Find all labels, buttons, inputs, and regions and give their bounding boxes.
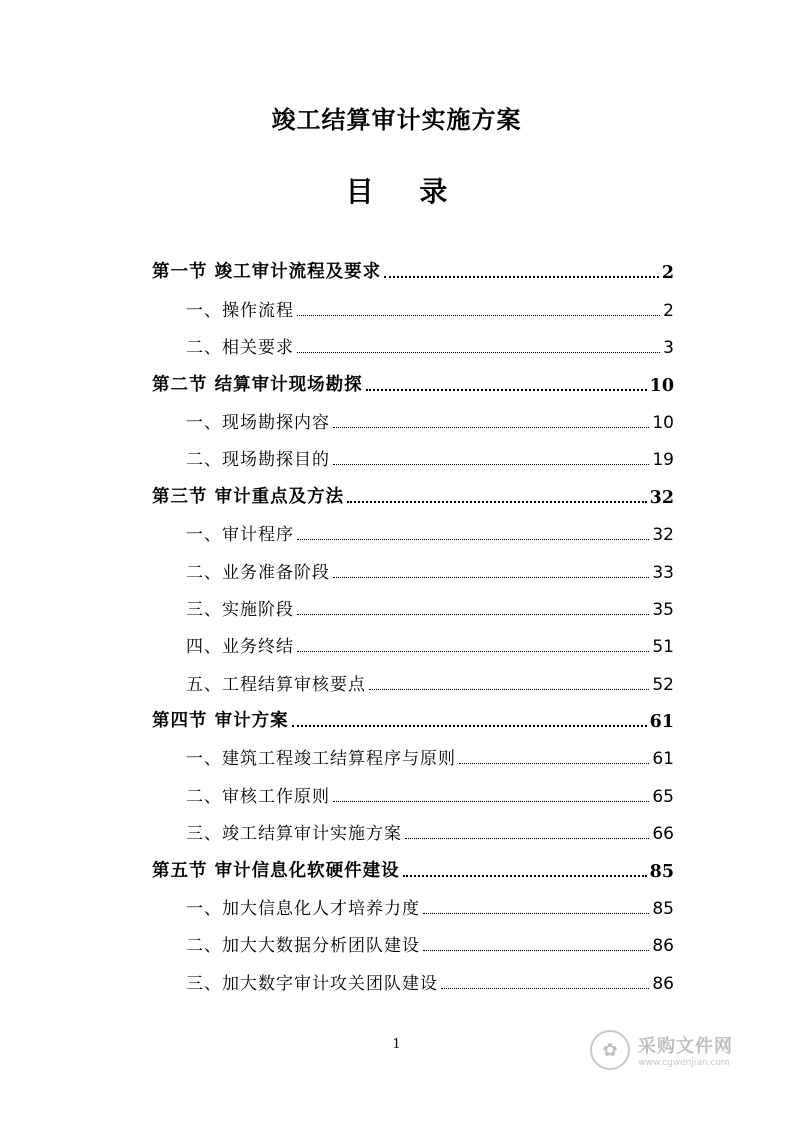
toc-subsection-entry[interactable] xyxy=(152,962,674,999)
toc-entry-label: 二、业务准备阶段 xyxy=(186,562,330,583)
toc-entry-page: 3 xyxy=(663,338,674,359)
toc-entry-page: 51 xyxy=(652,637,674,658)
toc-entry-page: 32 xyxy=(652,525,674,546)
toc-entry-page: 86 xyxy=(652,936,674,957)
toc-subsection-entry[interactable] xyxy=(152,439,674,476)
toc-entry-label: 一、建筑工程竣工结算程序与原则 xyxy=(186,749,456,770)
toc-entry-page: 85 xyxy=(649,861,674,882)
toc-subsection-entry[interactable] xyxy=(152,925,674,962)
toc-subsection-entry[interactable] xyxy=(152,589,674,626)
watermark-logo-icon: ✿ xyxy=(590,1030,630,1070)
toc-entry-label: 三、竣工结算审计实施方案 xyxy=(186,824,402,845)
toc-entry-label: 第三节 审计重点及方法 xyxy=(152,486,345,507)
toc-leader-dots xyxy=(423,913,649,914)
toc-section-entry[interactable] xyxy=(152,364,674,401)
toc-entry-page: 66 xyxy=(652,824,674,845)
toc-leader-dots xyxy=(292,725,647,727)
watermark xyxy=(590,1028,750,1072)
toc-leader-dots xyxy=(384,276,659,278)
toc-subsection-entry[interactable] xyxy=(152,514,674,551)
toc-entry-page: 52 xyxy=(652,674,674,695)
toc-entry-page: 61 xyxy=(652,749,674,770)
toc-leader-dots xyxy=(459,763,649,764)
toc-section-entry[interactable] xyxy=(152,701,674,738)
toc-section-entry[interactable] xyxy=(152,252,674,289)
toc-leader-dots xyxy=(297,315,660,316)
toc-leader-dots xyxy=(333,464,649,465)
toc-entry-page: 2 xyxy=(661,263,674,284)
toc-entry-label: 二、加大大数据分析团队建设 xyxy=(186,936,420,957)
toc-leader-dots xyxy=(366,389,647,391)
toc-entry-label: 三、实施阶段 xyxy=(186,599,294,620)
toc-subsection-entry[interactable] xyxy=(152,289,674,326)
toc-leader-dots xyxy=(333,577,649,578)
toc-entry-label: 二、相关要求 xyxy=(186,338,294,359)
toc-entry-page: 33 xyxy=(652,562,674,583)
toc-entry-label: 四、业务终结 xyxy=(186,637,294,658)
toc-subsection-entry[interactable] xyxy=(152,402,674,439)
toc-entry-page: 19 xyxy=(652,450,674,471)
toc-leader-dots xyxy=(403,875,647,877)
toc-entry-label: 第五节 审计信息化软硬件建设 xyxy=(152,860,400,881)
toc-entry-page: 35 xyxy=(652,599,674,620)
toc-entry-label: 一、现场勘探内容 xyxy=(186,412,330,433)
toc-section-entry[interactable] xyxy=(152,850,674,887)
table-of-contents xyxy=(152,252,674,1000)
toc-entry-label: 五、工程结算审核要点 xyxy=(186,674,366,695)
toc-entry-label: 第二节 结算审计现场勘探 xyxy=(152,374,363,395)
toc-subsection-entry[interactable] xyxy=(152,738,674,775)
toc-entry-label: 第一节 竣工审计流程及要求 xyxy=(152,262,382,283)
toc-leader-dots xyxy=(423,950,649,951)
toc-heading: 目 录 xyxy=(345,175,466,208)
toc-subsection-entry[interactable] xyxy=(152,775,674,812)
toc-entry-page: 10 xyxy=(649,375,674,396)
watermark-url: www.cgwenjian.com xyxy=(638,1058,730,1068)
toc-entry-label: 一、加大信息化人才培养力度 xyxy=(186,899,420,920)
toc-leader-dots xyxy=(347,501,647,503)
toc-entry-label: 一、审计程序 xyxy=(186,525,294,546)
toc-leader-dots xyxy=(297,614,649,615)
toc-leader-dots xyxy=(297,539,649,540)
toc-leader-dots xyxy=(405,838,649,839)
toc-entry-page: 61 xyxy=(649,712,674,733)
toc-leader-dots xyxy=(333,801,649,802)
toc-entry-page: 32 xyxy=(649,487,674,508)
toc-subsection-entry[interactable] xyxy=(152,663,674,700)
watermark-name: 采购文件网 xyxy=(638,1036,733,1057)
document-title: 竣工结算审计实施方案 xyxy=(271,105,522,134)
toc-entry-page: 86 xyxy=(652,973,674,994)
toc-section-entry[interactable] xyxy=(152,476,674,513)
page-number: 1 xyxy=(392,1037,401,1052)
toc-entry-page: 10 xyxy=(652,412,674,433)
toc-leader-dots xyxy=(297,352,660,353)
toc-subsection-entry[interactable] xyxy=(152,888,674,925)
toc-entry-page: 65 xyxy=(652,786,674,807)
toc-entry-label: 第四节 审计方案 xyxy=(152,711,289,732)
toc-leader-dots xyxy=(333,427,649,428)
toc-subsection-entry[interactable] xyxy=(152,626,674,663)
toc-leader-dots xyxy=(441,988,649,989)
toc-leader-dots xyxy=(297,651,649,652)
toc-subsection-entry[interactable] xyxy=(152,327,674,364)
toc-subsection-entry[interactable] xyxy=(152,551,674,588)
toc-subsection-entry[interactable] xyxy=(152,813,674,850)
toc-entry-label: 二、审核工作原则 xyxy=(186,786,330,807)
toc-entry-label: 二、现场勘探目的 xyxy=(186,450,330,471)
toc-entry-label: 一、操作流程 xyxy=(186,300,294,321)
toc-entry-page: 85 xyxy=(652,899,674,920)
toc-entry-label: 三、加大数字审计攻关团队建设 xyxy=(186,973,438,994)
toc-entry-page: 2 xyxy=(663,300,674,321)
toc-leader-dots xyxy=(369,689,649,690)
